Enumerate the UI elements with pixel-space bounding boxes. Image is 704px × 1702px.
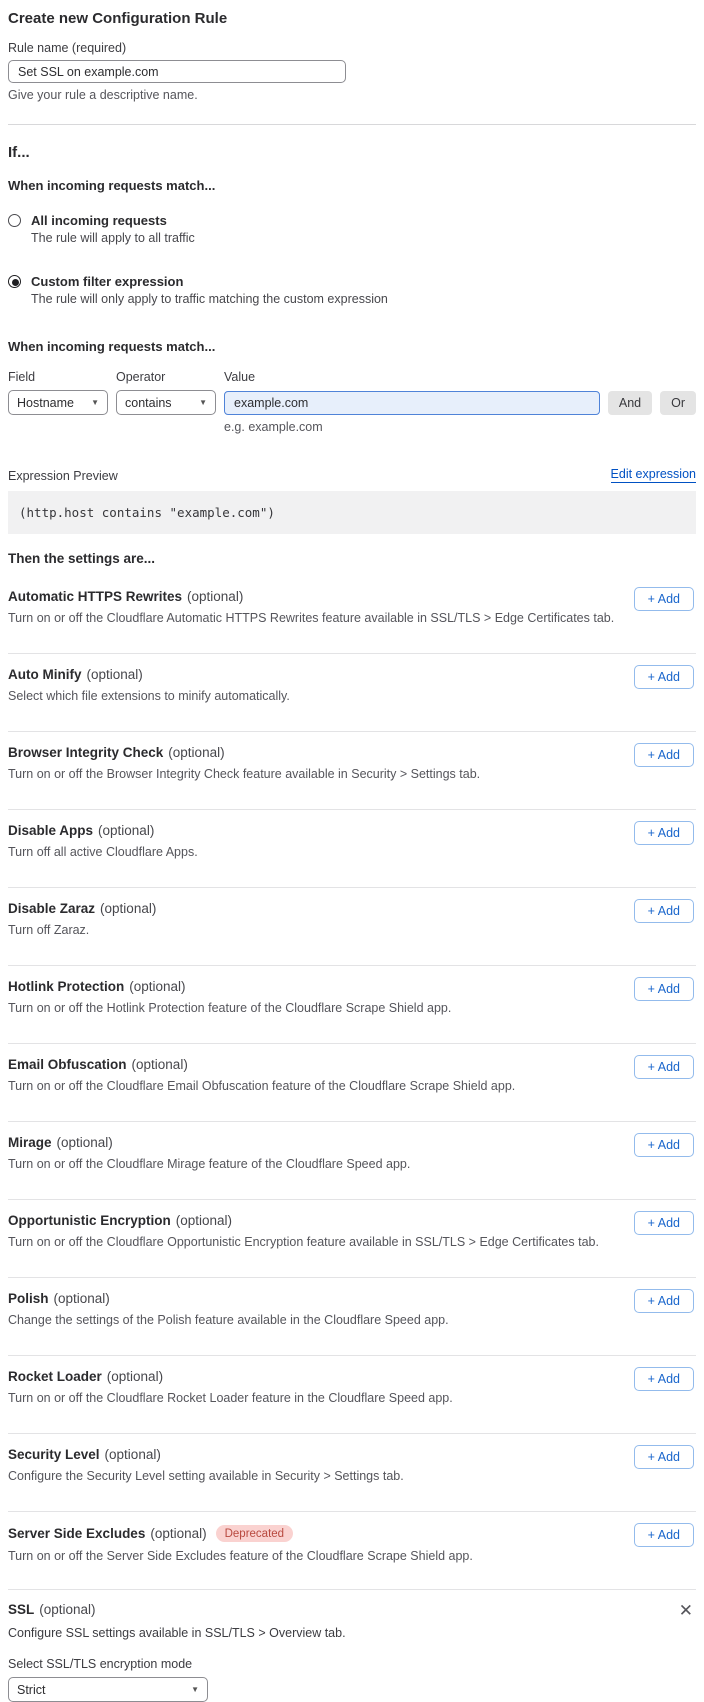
setting-description: Configure the Security Level setting available in Security > Settings tab. <box>8 1469 404 1483</box>
setting-name: SSL <box>8 1602 35 1617</box>
operator-select-value: contains <box>125 395 172 410</box>
ssl-setting-title <box>8 1602 96 1617</box>
setting-description: Turn on or off the Cloudflare Rocket Loader feature in the Cloudflare Speed app. <box>8 1391 453 1405</box>
then-settings-heading: Then the settings are... <box>8 551 156 566</box>
add-button[interactable]: + Add <box>634 821 694 845</box>
chevron-down-icon: ▼ <box>91 398 99 407</box>
radio-checked-icon[interactable] <box>8 275 21 288</box>
setting-name: Mirage <box>8 1135 52 1150</box>
add-button[interactable]: + Add <box>634 1445 694 1469</box>
close-icon[interactable]: ✕ <box>678 1601 693 1620</box>
setting-row <box>8 654 696 732</box>
setting-description: Turn off all active Cloudflare Apps. <box>8 845 198 859</box>
setting-row <box>8 1356 696 1434</box>
field-label: Field <box>8 370 36 384</box>
if-heading: If... <box>8 144 30 161</box>
add-button[interactable]: + Add <box>634 899 694 923</box>
operator-select[interactable] <box>116 390 216 415</box>
setting-optional: (optional) <box>100 901 157 916</box>
radio-label: All incoming requests <box>31 213 167 228</box>
setting-row <box>8 576 696 654</box>
setting-name: Automatic HTTPS Rewrites <box>8 589 183 604</box>
setting-description: Turn on or off the Cloudflare Email Obfuscation feature of the Cloudflare Scrape Shield app. <box>8 1079 516 1093</box>
setting-description: Change the settings of the Polish feature available in the Cloudflare Speed app. <box>8 1313 449 1327</box>
when-match-heading: When incoming requests match... <box>8 178 216 193</box>
setting-description: Turn on or off the Cloudflare Automatic HTTPS Rewrites feature available in SSL/TLS > Edge Certificates tab. <box>8 611 615 625</box>
setting-name: Opportunistic Encryption <box>8 1213 171 1228</box>
setting-optional: (optional) <box>98 823 155 838</box>
setting-optional: (optional) <box>168 745 225 760</box>
add-button[interactable]: + Add <box>634 1523 694 1547</box>
radio-unchecked-icon[interactable] <box>8 214 21 227</box>
setting-optional: (optional) <box>53 1291 110 1306</box>
deprecated-badge: Deprecated <box>216 1525 293 1542</box>
radio-label: Custom filter expression <box>31 274 184 289</box>
setting-optional: (optional) <box>104 1447 161 1462</box>
ssl-mode-select-value: Strict <box>17 1682 46 1697</box>
add-button[interactable]: + Add <box>634 587 694 611</box>
setting-name: Disable Zaraz <box>8 901 96 916</box>
setting-optional: (optional) <box>175 1213 233 1228</box>
setting-optional: (optional) <box>150 1526 207 1541</box>
setting-row <box>8 966 696 1044</box>
setting-row <box>8 810 696 888</box>
edit-expression-link[interactable]: Edit expression <box>610 467 696 481</box>
setting-optional: (optional) <box>39 1602 96 1617</box>
setting-name: Rocket Loader <box>8 1369 102 1384</box>
section-divider <box>8 124 696 125</box>
ssl-setting-section <box>8 1590 696 1702</box>
setting-row <box>8 1434 696 1512</box>
setting-description: Select which file extensions to minify automatically. <box>8 689 290 703</box>
value-label: Value <box>224 370 256 384</box>
setting-description: Turn on or off the Cloudflare Opportunistic Encryption feature available in SSL/TLS > Edge Certificates tab. <box>8 1235 599 1249</box>
setting-description: Turn on or off the Cloudflare Mirage feature of the Cloudflare Speed app. <box>8 1157 411 1171</box>
setting-name: Hotlink Protection <box>8 979 125 994</box>
setting-name: Email Obfuscation <box>8 1057 127 1072</box>
radio-description: The rule will only apply to traffic matching the custom expression <box>31 292 388 306</box>
ssl-setting-description: Configure SSL settings available in SSL/TLS > Overview tab. <box>8 1626 346 1640</box>
add-button[interactable]: + Add <box>634 665 694 689</box>
ssl-mode-select[interactable] <box>8 1677 208 1702</box>
setting-optional: (optional) <box>106 1369 164 1384</box>
page-title: Create new Configuration Rule <box>8 10 228 27</box>
add-button[interactable]: + Add <box>634 743 694 767</box>
rule-name-help: Give your rule a descriptive name. <box>8 88 198 102</box>
setting-description: Turn off Zaraz. <box>8 923 90 937</box>
ssl-mode-label: Select SSL/TLS encryption mode <box>8 1657 193 1671</box>
radio-option-all-requests[interactable] <box>8 213 696 245</box>
value-hint: e.g. example.com <box>224 420 323 434</box>
setting-optional: (optional) <box>129 979 186 994</box>
setting-row <box>8 732 696 810</box>
setting-description: Turn on or off the Server Side Excludes feature of the Cloudflare Scrape Shield app. <box>8 1549 473 1563</box>
add-button[interactable]: + Add <box>634 977 694 1001</box>
setting-row <box>8 1044 696 1122</box>
add-button[interactable]: + Add <box>634 1133 694 1157</box>
expression-preview-code: (http.host contains "example.com") <box>8 491 696 534</box>
and-button[interactable]: And <box>608 391 652 415</box>
or-button[interactable]: Or <box>660 391 696 415</box>
setting-description: Turn on or off the Hotlink Protection feature of the Cloudflare Scrape Shield app. <box>8 1001 452 1015</box>
setting-optional: (optional) <box>86 667 143 682</box>
rule-name-input[interactable] <box>8 60 346 83</box>
setting-row <box>8 1200 696 1278</box>
field-select[interactable] <box>8 390 108 415</box>
radio-description: The rule will apply to all traffic <box>31 231 195 245</box>
setting-optional: (optional) <box>187 589 244 604</box>
radio-option-custom-expression[interactable] <box>8 274 696 306</box>
rule-name-label: Rule name (required) <box>8 41 127 55</box>
settings-list <box>8 576 696 1590</box>
chevron-down-icon: ▼ <box>199 398 207 407</box>
setting-optional: (optional) <box>131 1057 188 1072</box>
add-button[interactable]: + Add <box>634 1367 694 1391</box>
setting-name: Browser Integrity Check <box>8 745 164 760</box>
add-button[interactable]: + Add <box>634 1289 694 1313</box>
add-button[interactable]: + Add <box>634 1055 694 1079</box>
chevron-down-icon: ▼ <box>191 1685 199 1694</box>
setting-description: Turn on or off the Browser Integrity Check feature available in Security > Settings tab. <box>8 767 481 781</box>
builder-heading: When incoming requests match... <box>8 339 216 354</box>
setting-name: Polish <box>8 1291 49 1306</box>
setting-row <box>8 1278 696 1356</box>
setting-row <box>8 1122 696 1200</box>
setting-optional: (optional) <box>56 1135 113 1150</box>
value-input[interactable] <box>224 391 600 415</box>
setting-name: Disable Apps <box>8 823 94 838</box>
expression-preview-label: Expression Preview <box>8 469 118 483</box>
add-button[interactable]: + Add <box>634 1211 694 1235</box>
setting-row <box>8 1512 696 1590</box>
field-select-value: Hostname <box>17 395 74 410</box>
setting-name: Server Side Excludes <box>8 1526 146 1541</box>
setting-row <box>8 888 696 966</box>
setting-name: Security Level <box>8 1447 100 1462</box>
operator-label: Operator <box>116 370 166 384</box>
setting-name: Auto Minify <box>8 667 82 682</box>
